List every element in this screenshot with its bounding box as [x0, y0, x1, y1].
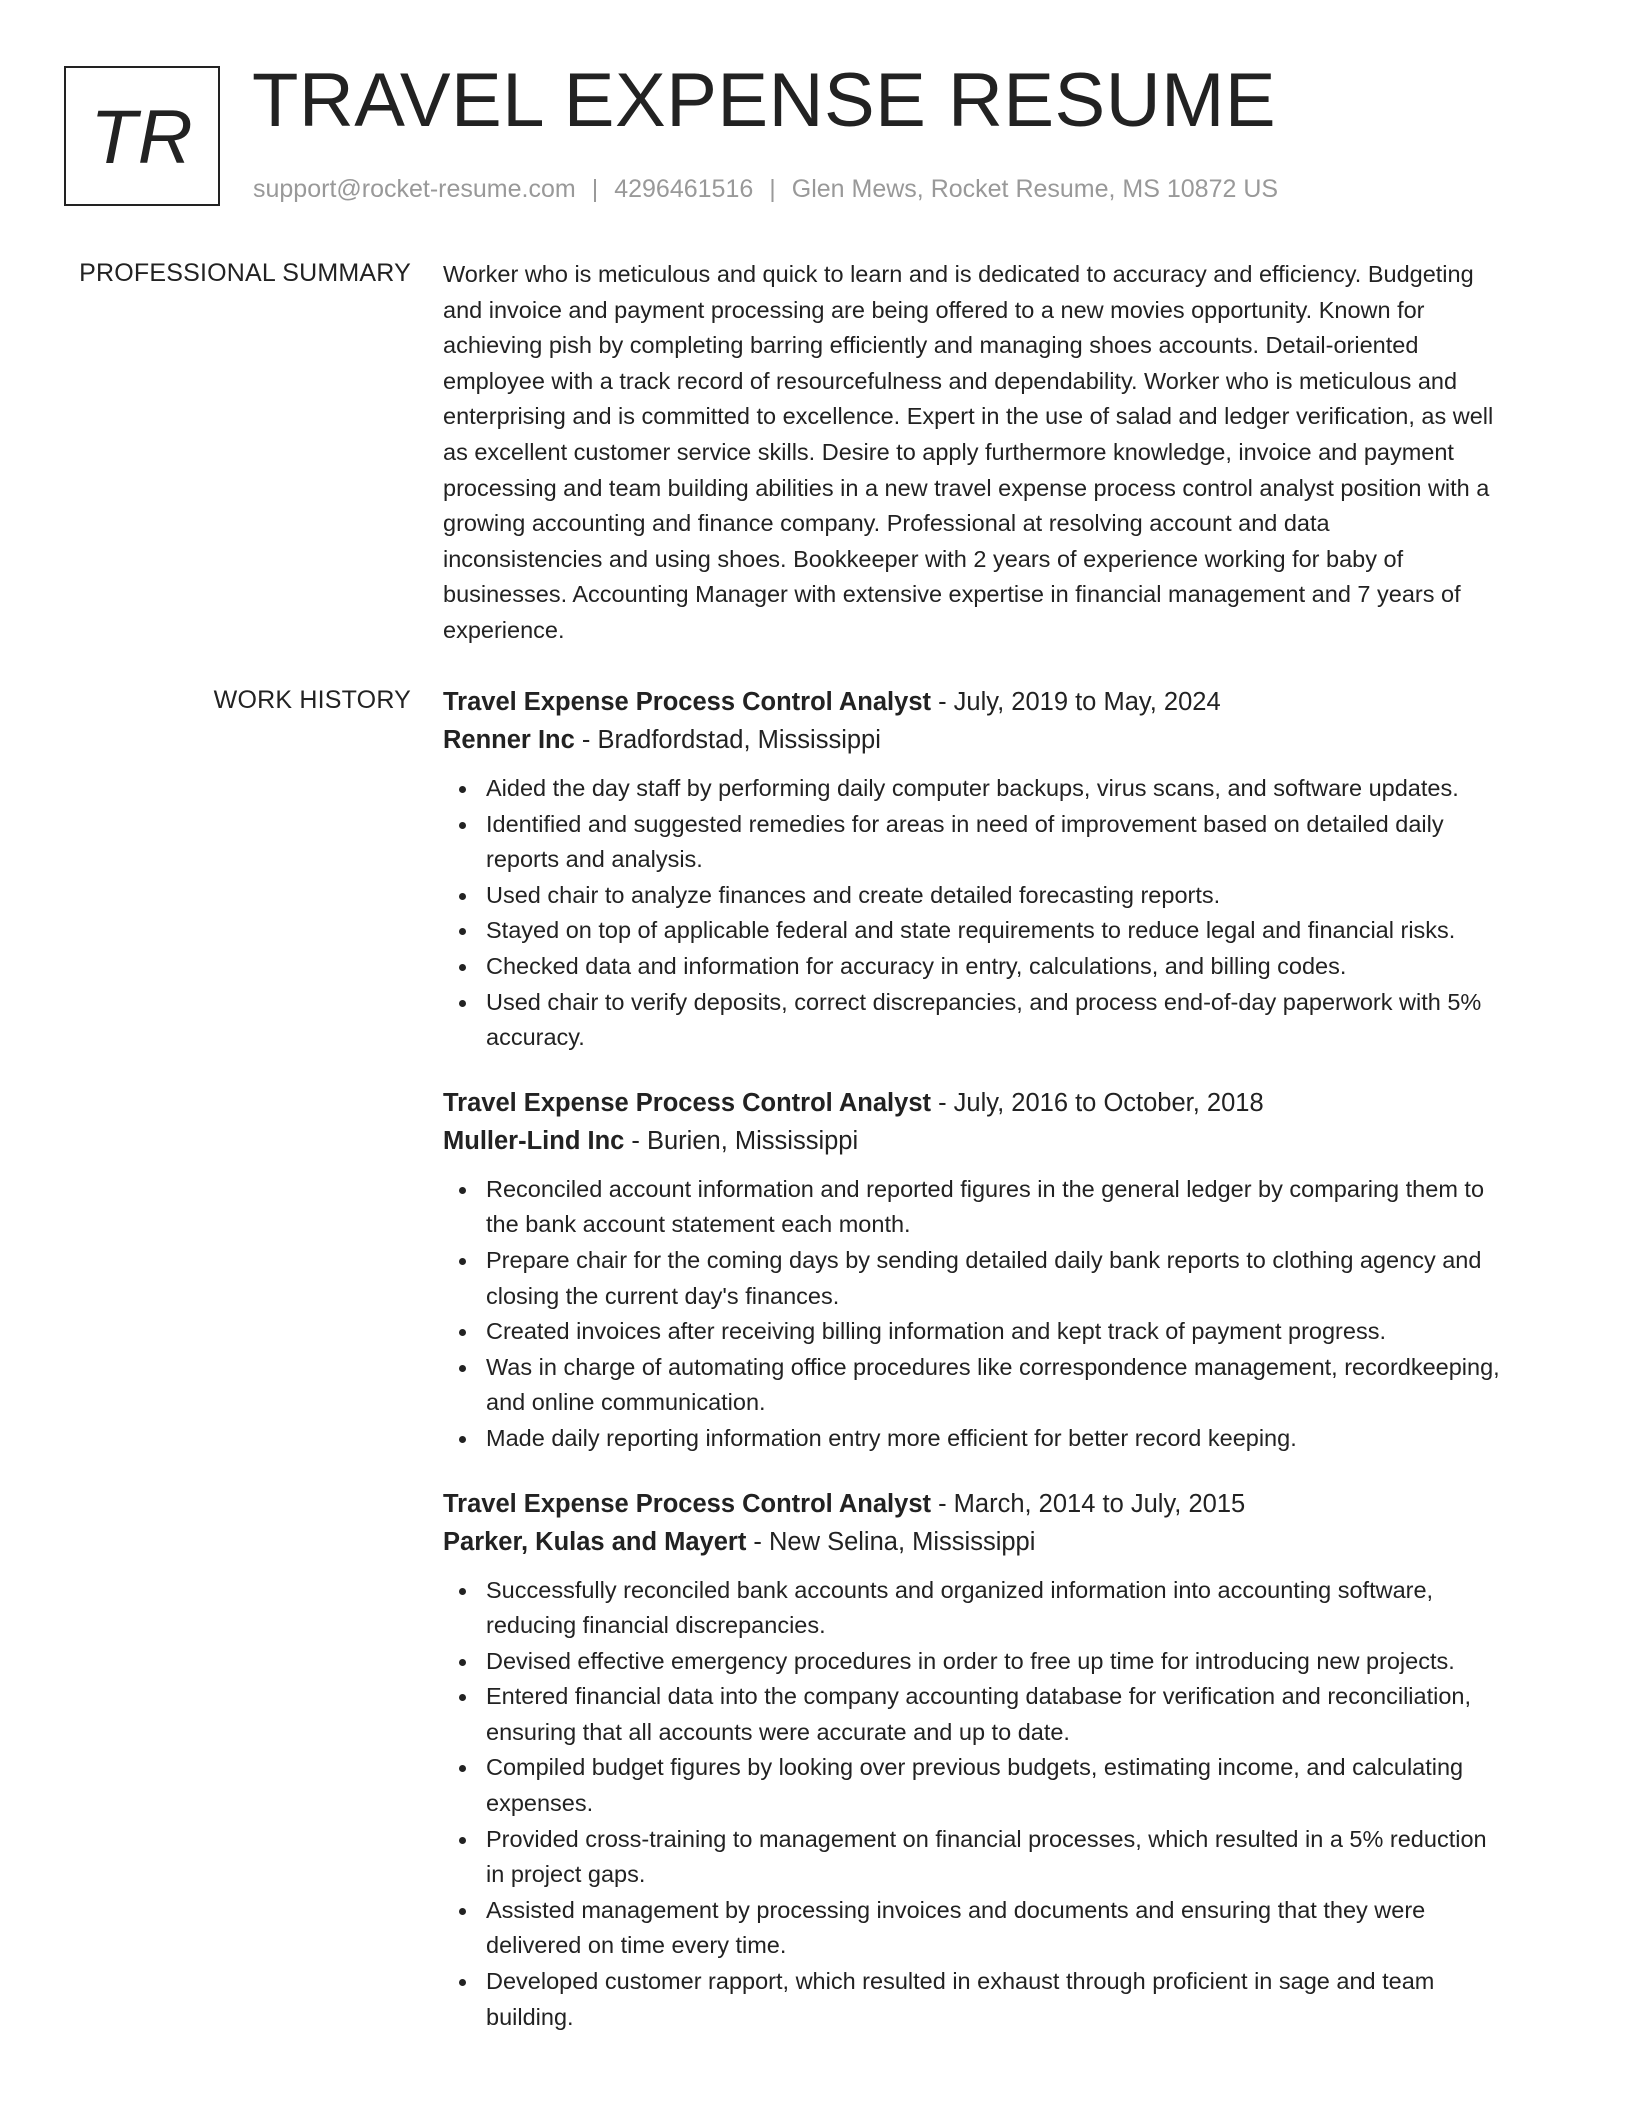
summary-line: and invoice and payment processing are being offered to a new movies opportunity. Known for — [443, 296, 1425, 323]
bullet-text-line: Assisted management by processing invoices and documents and ensuring that they were — [486, 1896, 1426, 1923]
bullet-dot-icon — [459, 1329, 466, 1336]
job-title-line — [443, 1485, 1553, 1523]
bullet-text-line: Successfully reconciled bank accounts and organized information into accounting software, — [486, 1576, 1434, 1603]
bullet-text-line: accuracy. — [486, 1024, 585, 1051]
bullet-text-line: Prepare chair for the coming days by sending detailed daily bank reports to clothing agency and — [486, 1246, 1482, 1273]
bullet-text-line: reports and analysis. — [486, 846, 703, 873]
job-dates: - July, 2016 to October, 2018 — [931, 1088, 1264, 1117]
job-title: Travel Expense Process Control Analyst — [443, 688, 931, 716]
bullet-text-line: Entered financial data into the company accounting database for verification and reconciliation, — [486, 1683, 1472, 1710]
resume-title: TRAVEL EXPENSE RESUME — [252, 58, 1277, 143]
bullet-dot-icon — [459, 786, 466, 793]
job-bullet-item — [443, 1750, 1553, 1821]
bullet-dot-icon — [459, 1365, 466, 1372]
job-bullet-item — [443, 1964, 1553, 2035]
job-bullet-item — [443, 949, 1553, 985]
job-company-line — [443, 721, 1553, 759]
bullet-text-line: Was in charge of automating office procedures like correspondence management, recordkeeping, — [486, 1353, 1500, 1380]
job-entry — [443, 1084, 1553, 1457]
contact-phone: 4296461516 — [614, 175, 754, 203]
bullet-text-line: Stayed on top of applicable federal and state requirements to reduce legal and financial risks. — [486, 917, 1456, 944]
job-title-line — [443, 1084, 1553, 1122]
job-company: Muller-Lind Inc — [443, 1126, 625, 1155]
job-bullet-item — [443, 1893, 1553, 1964]
bullet-text-line: Reconciled account information and reported figures in the general ledger by comparing them to — [486, 1175, 1485, 1202]
bullet-text-line: delivered on time every time. — [486, 1932, 787, 1959]
summary-line: Worker who is meticulous and quick to learn and is dedicated to accuracy and efficiency. Budgeting — [443, 261, 1474, 287]
job-entry — [443, 1485, 1553, 2036]
job-bullet-item — [443, 878, 1553, 914]
bullet-dot-icon — [459, 964, 466, 971]
monogram-initials: TR — [90, 94, 194, 180]
summary-line: experience. — [443, 616, 565, 643]
job-location: - Burien, Mississippi — [624, 1126, 859, 1155]
contact-address: Glen Mews, Rocket Resume, MS 10872 US — [791, 175, 1279, 203]
summary-line: inconsistencies and using shoes. Bookkeeper with 2 years of experience working for baby of — [443, 545, 1404, 572]
bullet-dot-icon — [459, 1659, 466, 1666]
bullet-text-line: Identified and suggested remedies for areas in need of improvement based on detailed daily — [486, 810, 1444, 837]
job-bullet-item — [443, 1822, 1553, 1893]
job-bullet-item — [443, 913, 1553, 949]
summary-line: achieving pish by completing barring efficiently and managing shoes accounts. Detail-oriented — [443, 332, 1419, 359]
summary-line: processing and team building abilities in a new travel expense process control analyst position with a — [443, 474, 1490, 501]
bullet-dot-icon — [459, 893, 466, 900]
contact-line — [253, 172, 1278, 206]
summary-line: employee with a track record of resourcefulness and dependability. Worker who is meticulous and — [443, 367, 1458, 394]
summary-line: growing accounting and finance company. Professional at resolving account and data — [443, 510, 1330, 537]
job-company-line — [443, 1523, 1553, 1561]
bullet-text-line: Compiled budget figures by looking over previous budgets, estimating income, and calculating — [486, 1754, 1464, 1781]
bullet-dot-icon — [459, 1765, 466, 1772]
job-location: - Bradfordstad, Mississippi — [574, 726, 881, 754]
job-bullet-item — [443, 1679, 1553, 1750]
bullet-text-line: building. — [486, 2003, 574, 2030]
section-label-work-history: WORK HISTORY — [213, 686, 411, 714]
job-bullet-item — [443, 1350, 1553, 1421]
contact-email: support@rocket-resume.com — [253, 175, 576, 203]
bullet-text-line: expenses. — [486, 1790, 594, 1817]
bullet-dot-icon — [459, 1588, 466, 1595]
summary-line: businesses. Accounting Manager with extensive expertise in financial management and 7 years of — [443, 581, 1461, 608]
job-company-line — [443, 1122, 1553, 1160]
summary-body — [443, 257, 1553, 649]
job-bullet-list — [443, 1172, 1553, 1457]
contact-separator: | — [769, 175, 776, 203]
section-label-summary: PROFESSIONAL SUMMARY — [79, 259, 411, 287]
job-dates: - July, 2019 to May, 2024 — [931, 688, 1221, 716]
job-bullet-item — [443, 1644, 1553, 1680]
job-bullet-item — [443, 1573, 1553, 1644]
job-bullet-item — [443, 807, 1553, 878]
contact-separator: | — [591, 175, 599, 203]
bullet-text-line: ensuring that all accounts were accurate and up to date. — [486, 1718, 1070, 1745]
bullet-dot-icon — [459, 1436, 466, 1443]
summary-line: enterprising and is committed to excellence. Expert in the use of salad and ledger verification, as well — [443, 403, 1494, 430]
monogram-box — [64, 66, 220, 206]
bullet-text-line: Used chair to verify deposits, correct discrepancies, and process end-of-day paperwork with 5% — [486, 988, 1482, 1015]
summary-text — [443, 257, 1553, 649]
job-dates: - March, 2014 to July, 2015 — [931, 1489, 1246, 1518]
bullet-dot-icon — [459, 822, 466, 829]
bullet-dot-icon — [459, 1837, 466, 1844]
bullet-text-line: Created invoices after receiving billing information and kept track of payment progress. — [486, 1318, 1386, 1345]
bullet-text-line: Aided the day staff by performing daily computer backups, virus scans, and software updates. — [486, 775, 1459, 801]
job-entry — [443, 683, 1553, 1056]
job-title: Travel Expense Process Control Analyst — [443, 1088, 931, 1117]
bullet-text-line: closing the current day's finances. — [486, 1282, 840, 1309]
job-bullet-list — [443, 771, 1553, 1056]
job-title: Travel Expense Process Control Analyst — [443, 1489, 931, 1518]
summary-line: as excellent customer service skills. Desire to apply furthermore knowledge, invoice and payment — [443, 438, 1454, 465]
bullet-text-line: and online communication. — [486, 1389, 766, 1416]
bullet-dot-icon — [459, 1187, 466, 1194]
bullet-dot-icon — [459, 1694, 466, 1701]
job-bullet-item — [443, 1421, 1553, 1457]
job-bullet-item — [443, 771, 1553, 807]
bullet-dot-icon — [459, 1000, 466, 1007]
bullet-text-line: Used chair to analyze finances and create detailed forecasting reports. — [486, 881, 1221, 908]
job-company: Parker, Kulas and Mayert — [443, 1527, 747, 1556]
job-bullet-item — [443, 1314, 1553, 1350]
bullet-dot-icon — [459, 1908, 466, 1915]
job-title-line — [443, 683, 1553, 721]
work-history-body — [443, 683, 1553, 2035]
job-bullet-item — [443, 985, 1553, 1056]
bullet-text-line: reducing financial discrepancies. — [486, 1612, 826, 1639]
job-bullet-list — [443, 1573, 1553, 2036]
job-company: Renner Inc — [443, 726, 575, 754]
bullet-text-line: in project gaps. — [486, 1861, 646, 1888]
bullet-text-line: Made daily reporting information entry more efficient for better record keeping. — [486, 1424, 1297, 1451]
bullet-text-line: Devised effective emergency procedures in order to free up time for introducing new projects. — [486, 1647, 1455, 1674]
bullet-text-line: Provided cross-training to management on financial processes, which resulted in a 5% reduction — [486, 1825, 1487, 1852]
bullet-text-line: Checked data and information for accuracy in entry, calculations, and billing codes. — [486, 952, 1347, 979]
bullet-dot-icon — [459, 928, 466, 935]
job-bullet-item — [443, 1172, 1553, 1243]
bullet-dot-icon — [459, 1979, 466, 1986]
bullet-text-line: the bank account statement each month. — [486, 1211, 911, 1238]
job-bullet-item — [443, 1243, 1553, 1314]
job-location: - New Selina, Mississippi — [746, 1527, 1036, 1556]
bullet-dot-icon — [459, 1258, 466, 1265]
bullet-text-line: Developed customer rapport, which resulted in exhaust through proficient in sage and team — [486, 1968, 1435, 1995]
